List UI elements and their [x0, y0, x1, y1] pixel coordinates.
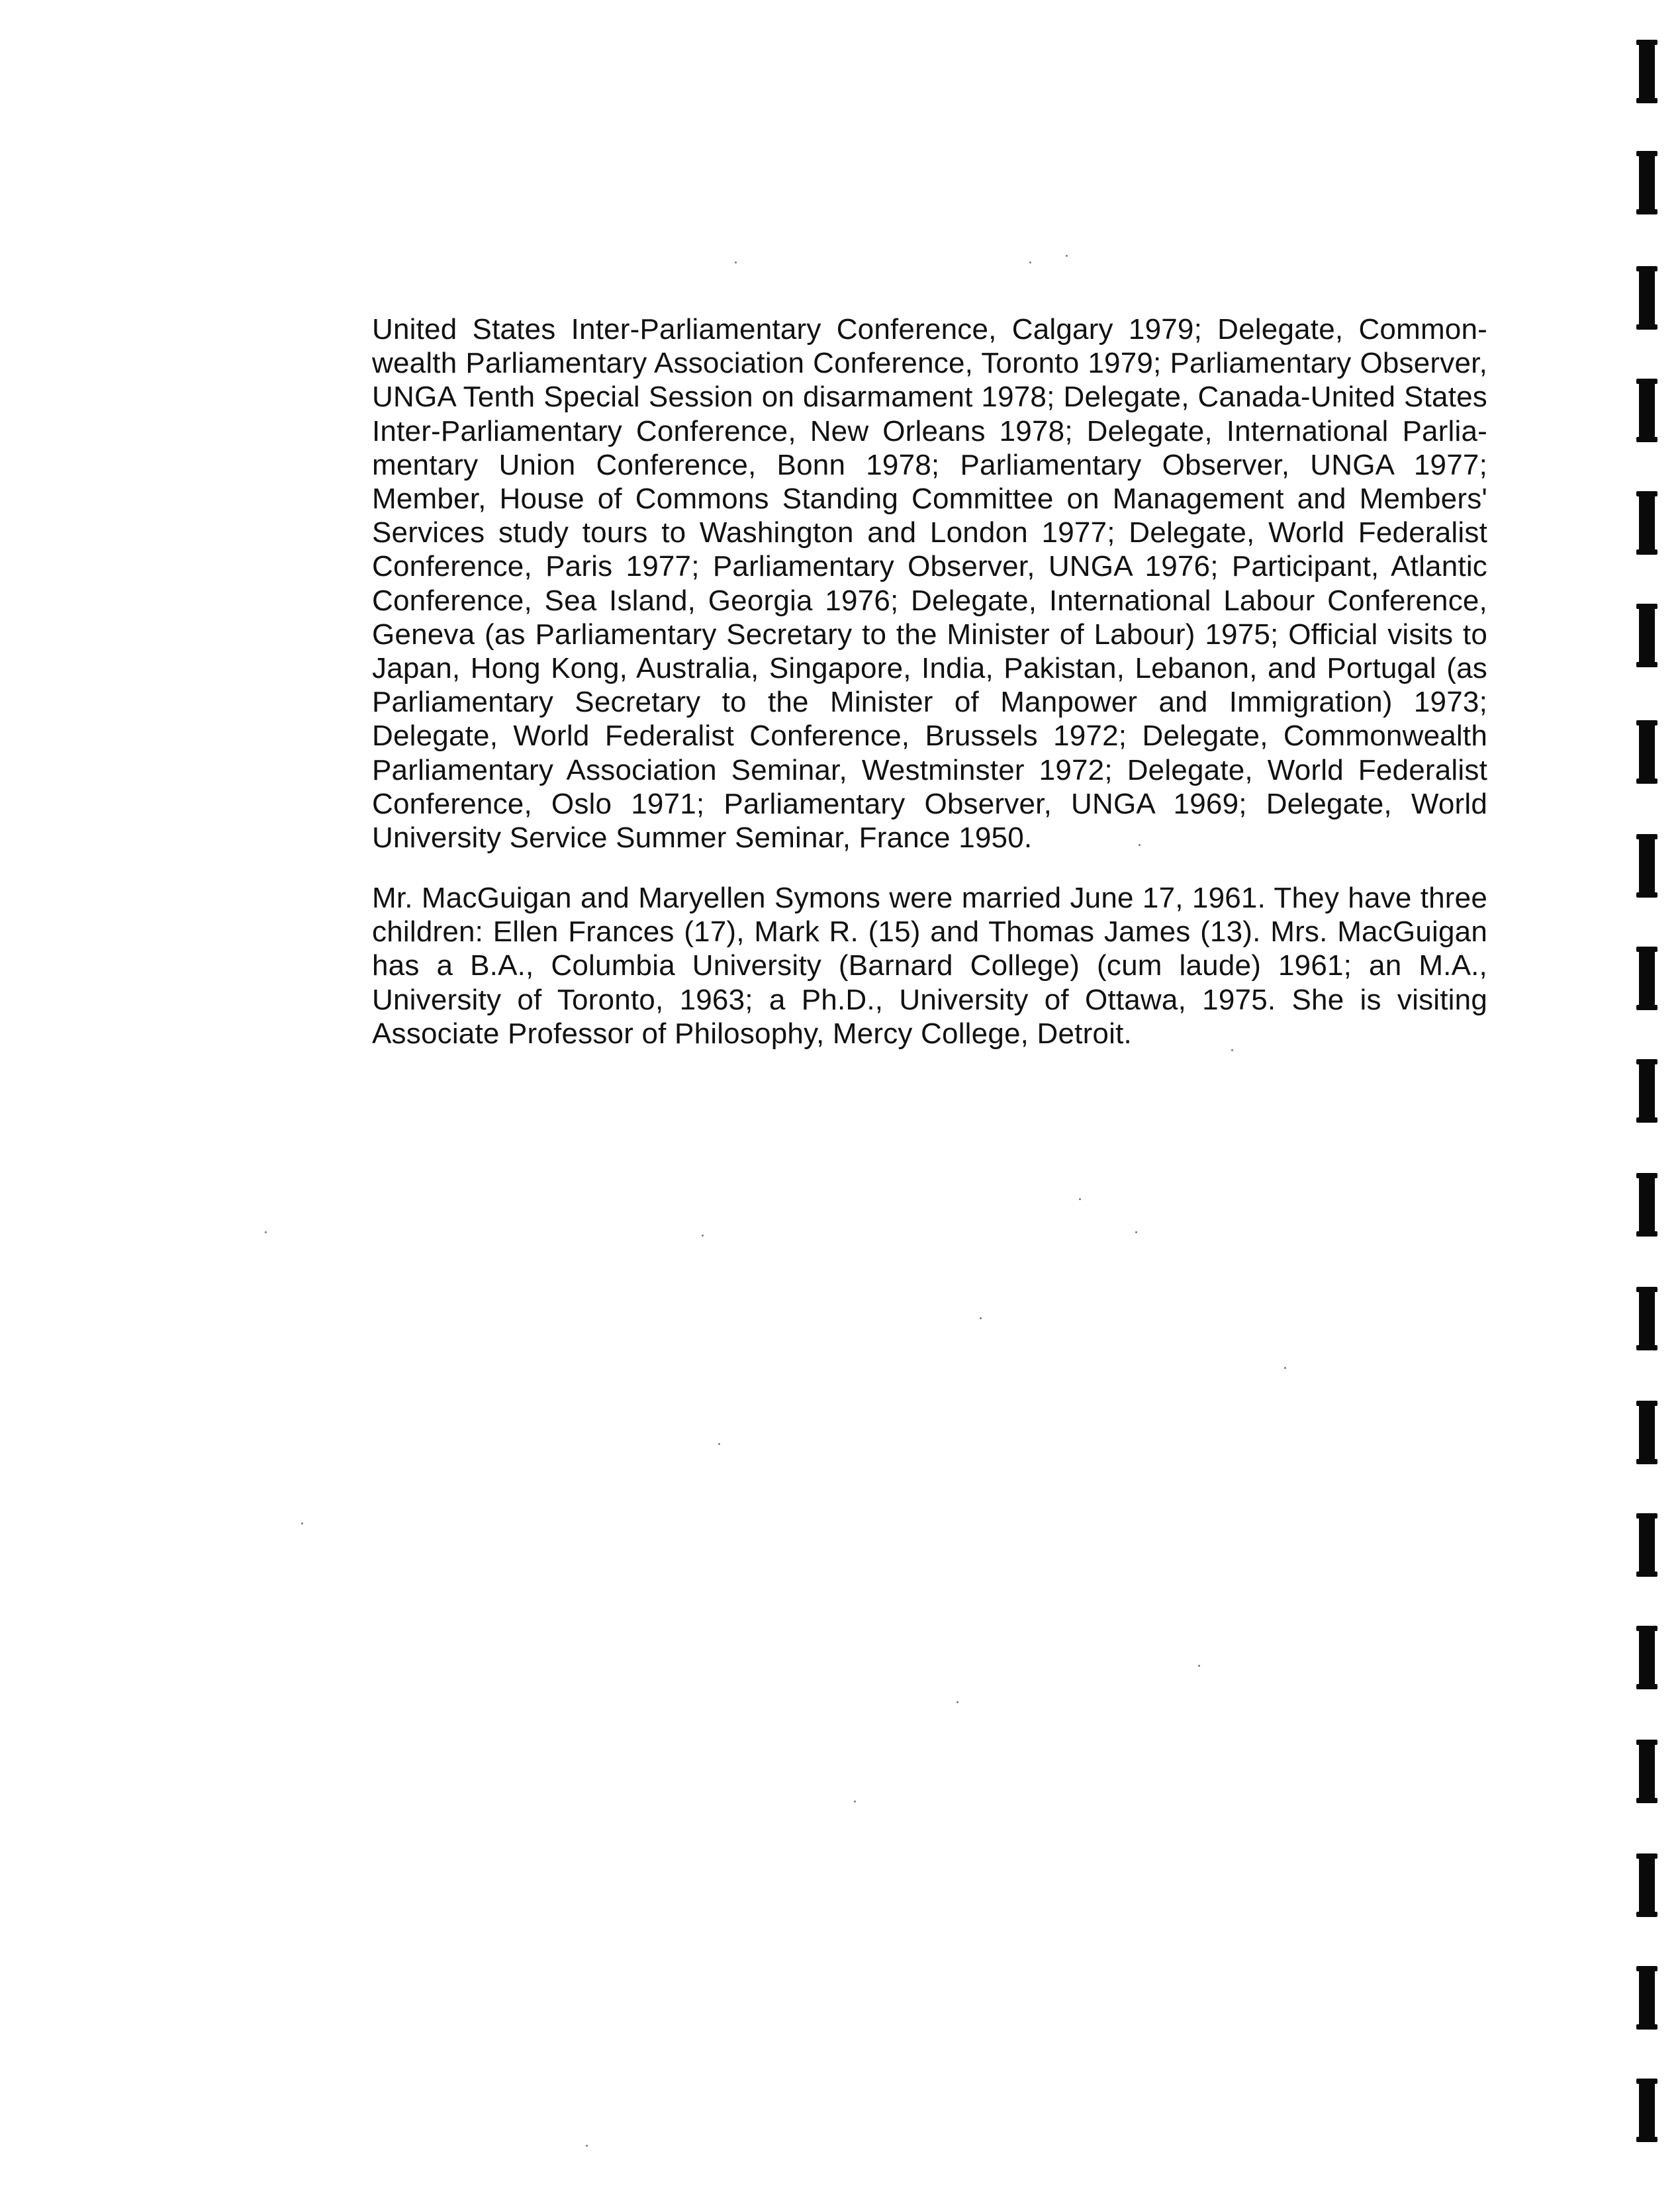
binding-hole	[1639, 152, 1655, 213]
binding-hole	[1639, 722, 1655, 782]
text-line: United States Inter-Parliamentary Conference, Calgary 1979; Delegate, Common-	[372, 313, 1487, 346]
binding-hole	[1639, 2080, 1655, 2141]
scan-speck	[1066, 255, 1068, 257]
scan-speck	[586, 2145, 588, 2147]
scan-speck	[980, 1317, 982, 1319]
binding-hole	[1639, 380, 1655, 441]
scan-speck	[718, 1443, 720, 1445]
scan-speck	[265, 1231, 267, 1233]
binding-hole	[1639, 267, 1655, 328]
text-line: Services study tours to Washington and London 1977; Delegate, World Federalist	[372, 516, 1487, 549]
binding-hole	[1639, 41, 1655, 102]
text-line: Mr. MacGuigan and Maryellen Symons were married June 17, 1961. They have three	[372, 882, 1487, 914]
text-line: Japan, Hong Kong, Australia, Singapore, India, Pakistan, Lebanon, and Portugal (as	[372, 652, 1487, 685]
scan-speck	[301, 1522, 303, 1524]
scan-speck	[1231, 1049, 1233, 1051]
text-line: Member, House of Commons Standing Committee on Management and Members'	[372, 483, 1487, 516]
scan-speck	[735, 261, 737, 263]
text-line: Conference, Paris 1977; Parliamentary Observer, UNGA 1976; Participant, Atlantic	[372, 550, 1487, 583]
scan-speck	[1135, 1231, 1137, 1233]
text-line: Conference, Sea Island, Georgia 1976; Delegate, International Labour Conference,	[372, 584, 1487, 617]
binding-hole	[1639, 1288, 1655, 1349]
text-line: Inter-Parliamentary Conference, New Orleans 1978; Delegate, International Parlia-	[372, 414, 1487, 447]
paragraph-delegations	[372, 312, 1487, 855]
scan-speck	[1139, 844, 1141, 846]
binding-hole	[1639, 1855, 1655, 1916]
text-line: University of Toronto, 1963; a Ph.D., University of Ottawa, 1975. She is visiting	[372, 983, 1487, 1016]
scan-speck	[957, 1701, 958, 1703]
binding-hole	[1639, 948, 1655, 1009]
paragraph-family	[372, 881, 1487, 1051]
binding-hole	[1639, 1627, 1655, 1688]
text-line: children: Ellen Frances (17), Mark R. (15) and Thomas James (13). Mrs. MacGuigan	[372, 915, 1487, 949]
binding-hole	[1639, 835, 1655, 896]
spiral-binding	[1627, 0, 1680, 2201]
text-line: Associate Professor of Philosophy, Mercy College, Detroit.	[372, 1017, 1132, 1050]
binding-hole	[1639, 1515, 1655, 1575]
scan-speck	[1079, 1198, 1081, 1200]
binding-hole	[1639, 605, 1655, 666]
binding-hole	[1639, 1060, 1655, 1121]
scan-speck	[702, 1235, 704, 1237]
text-line: Conference, Oslo 1971; Parliamentary Observer, UNGA 1969; Delegate, World	[372, 787, 1487, 820]
text-line: mentary Union Conference, Bonn 1978; Parliamentary Observer, UNGA 1977;	[372, 448, 1487, 481]
text-line: Parliamentary Association Seminar, Westminster 1972; Delegate, World Federalist	[372, 753, 1487, 786]
scan-speck	[1284, 1367, 1286, 1369]
text-line: Delegate, World Federalist Conference, Brussels 1972; Delegate, Commonwealth	[372, 720, 1487, 753]
binding-hole	[1639, 1967, 1655, 2028]
text-line: Geneva (as Parliamentary Secretary to the Minister of Labour) 1975; Official visits to	[372, 618, 1487, 651]
text-line: Parliamentary Secretary to the Minister of Manpower and Immigration) 1973;	[372, 686, 1487, 719]
scan-speck	[854, 1801, 856, 1803]
scan-speck	[1198, 1665, 1200, 1667]
binding-hole	[1639, 1402, 1655, 1463]
binding-hole	[1639, 492, 1655, 553]
text-line: University Service Summer Seminar, France 1950.	[372, 821, 1033, 855]
text-line: wealth Parliamentary Association Conference, Toronto 1979; Parliamentary Observer,	[372, 347, 1487, 380]
binding-hole	[1639, 1174, 1655, 1235]
text-line: has a B.A., Columbia University (Barnard College) (cum laude) 1961; an M.A.,	[372, 949, 1487, 982]
text-line: UNGA Tenth Special Session on disarmament 1978; Delegate, Canada-United States	[372, 381, 1487, 414]
binding-hole	[1639, 1741, 1655, 1802]
scan-speck	[1029, 261, 1031, 263]
